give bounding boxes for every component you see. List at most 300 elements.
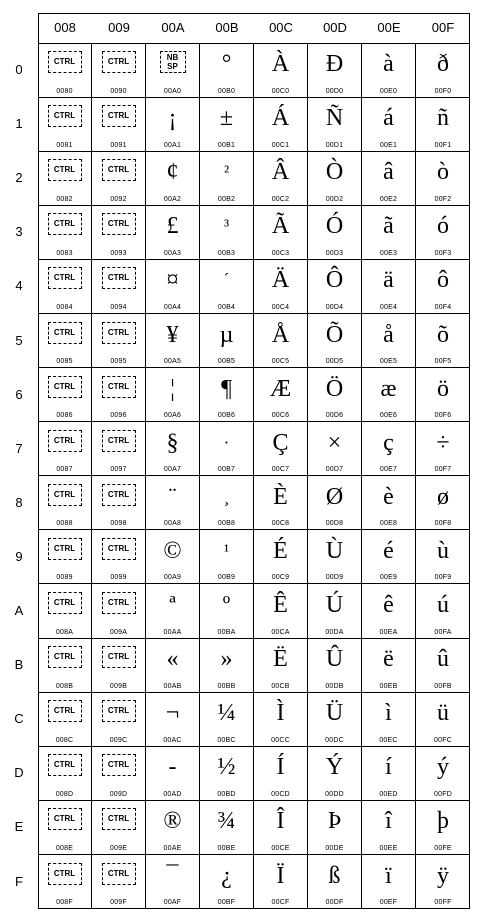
character-glyph: ý [437, 754, 449, 781]
code-point-label: 00F4 [434, 303, 452, 311]
code-point-label: 00EA [379, 628, 398, 636]
character-glyph: â [383, 159, 394, 186]
code-point-label: 00CA [271, 628, 290, 636]
character-glyph: ® [163, 808, 182, 835]
code-point-label: 00F3 [434, 249, 452, 257]
column-header: 00A [161, 20, 185, 35]
character-glyph: ê [383, 592, 394, 618]
code-point-cell [146, 97, 200, 152]
code-point-label: 008C [55, 736, 74, 744]
code-point-label: 0094 [110, 303, 127, 311]
character-glyph: Á [271, 105, 290, 132]
code-point-cell [92, 422, 146, 477]
character-glyph: « [166, 646, 179, 673]
column-header: 00E [377, 20, 401, 35]
code-point-cell [38, 476, 92, 531]
code-point-label: 00AB [163, 682, 182, 690]
code-point-label: 00B3 [217, 249, 236, 257]
code-point-label: 00ED [379, 790, 398, 798]
code-point-label: 008A [55, 628, 74, 636]
row-header: 4 [15, 278, 23, 294]
character-glyph: · [223, 432, 230, 452]
code-point-cell [146, 800, 200, 855]
code-point-cell [146, 692, 200, 747]
row-header: 0 [15, 62, 23, 78]
code-point-cell [362, 584, 416, 639]
code-point-cell [200, 205, 254, 260]
character-glyph: Ã [271, 213, 290, 240]
code-point-cell [308, 746, 362, 801]
character-glyph: ð [437, 51, 449, 77]
character-glyph: Û [325, 646, 344, 673]
code-point-cell [200, 800, 254, 855]
code-point-cell [38, 43, 92, 98]
code-point-label: 00D6 [325, 412, 344, 420]
code-point-cell [416, 259, 470, 314]
character-glyph: Ç [272, 429, 289, 456]
code-point-cell [362, 692, 416, 747]
code-point-cell [200, 314, 254, 369]
code-point-label: 00AD [163, 790, 182, 798]
code-point-label: 00E0 [379, 87, 398, 95]
code-point-cell [308, 530, 362, 585]
character-glyph: ø [437, 483, 449, 510]
code-point-cell [146, 259, 200, 314]
ctrl-glyph-box: CTRL [48, 592, 82, 614]
ctrl-glyph-box: CTRL [102, 592, 136, 614]
code-point-cell [416, 584, 470, 639]
code-point-label: 009C [109, 736, 128, 744]
character-glyph: Í [276, 754, 285, 781]
code-point-cell [38, 584, 92, 639]
ctrl-glyph-box: CTRL [48, 51, 82, 73]
character-glyph: Ö [325, 375, 344, 402]
ctrl-glyph-box: CTRL [48, 808, 82, 830]
code-point-label: 00D5 [325, 358, 344, 366]
row-header: 2 [15, 170, 23, 186]
code-point-cell [254, 476, 308, 531]
ctrl-glyph-box: CTRL [48, 267, 82, 289]
code-point-label: 00C7 [271, 466, 290, 474]
code-point-label: 0088 [56, 520, 73, 528]
code-point-cell [38, 368, 92, 423]
ctrl-glyph-box: CTRL [48, 700, 82, 722]
character-glyph: ½ [217, 754, 236, 781]
code-point-cell [146, 476, 200, 531]
code-point-cell [146, 584, 200, 639]
character-glyph: Ê [273, 592, 288, 618]
code-point-cell [308, 800, 362, 855]
code-point-cell [200, 746, 254, 801]
code-point-label: 0097 [110, 466, 127, 474]
ctrl-glyph-box: CTRL [102, 376, 136, 398]
code-point-label: 00B7 [217, 466, 236, 474]
code-point-cell [92, 314, 146, 369]
ctrl-glyph-box: CTRL [48, 430, 82, 452]
code-point-label: 0098 [110, 520, 127, 528]
character-glyph: Ë [273, 646, 288, 673]
code-point-cell [200, 368, 254, 423]
character-glyph: ÿ [437, 862, 449, 889]
code-point-label: 00D4 [325, 303, 344, 311]
code-point-label: 00FC [434, 736, 452, 744]
character-glyph: Ú [325, 592, 344, 618]
code-point-cell [362, 638, 416, 693]
code-point-cell [200, 151, 254, 206]
character-glyph: Ñ [325, 105, 344, 132]
code-point-label: 00C6 [271, 412, 290, 420]
code-point-cell [416, 692, 470, 747]
row-header: C [14, 711, 24, 727]
character-glyph: § [166, 429, 179, 456]
code-point-cell [416, 97, 470, 152]
code-point-label: 0089 [56, 574, 73, 582]
code-point-cell [308, 584, 362, 639]
code-point-label: 00E6 [379, 412, 398, 420]
character-glyph: ° [221, 51, 232, 77]
code-point-cell [38, 800, 92, 855]
code-point-cell [38, 97, 92, 152]
code-point-label: 00F6 [434, 412, 452, 420]
character-glyph: ó [437, 213, 449, 240]
code-point-label: 00C4 [271, 303, 290, 311]
code-point-cell [38, 692, 92, 747]
code-point-cell [416, 422, 470, 477]
code-point-label: 0096 [110, 412, 127, 420]
character-glyph: î [385, 808, 392, 835]
character-glyph: ß [328, 862, 341, 889]
code-point-label: 00E5 [379, 358, 398, 366]
code-point-label: 00EF [379, 899, 398, 907]
character-glyph: » [220, 646, 233, 673]
character-glyph: Î [276, 808, 285, 835]
code-point-cell [38, 530, 92, 585]
code-point-cell [362, 205, 416, 260]
code-point-label: 0087 [56, 466, 73, 474]
code-point-cell [308, 43, 362, 98]
code-point-cell [254, 530, 308, 585]
code-point-cell [254, 314, 308, 369]
character-glyph: Þ [327, 808, 342, 835]
character-glyph: ¦ [170, 375, 175, 402]
code-point-label: 00F9 [434, 574, 452, 582]
code-point-cell [308, 151, 362, 206]
ctrl-glyph-box: CTRL [102, 808, 136, 830]
row-header: 6 [15, 386, 23, 402]
code-point-cell [416, 638, 470, 693]
code-point-cell [308, 638, 362, 693]
code-point-label: 0080 [56, 87, 73, 95]
code-point-label: 00A8 [163, 520, 182, 528]
code-point-cell [38, 855, 92, 910]
code-point-cell [146, 746, 200, 801]
code-point-cell [38, 205, 92, 260]
code-point-label: 0091 [110, 141, 127, 149]
code-point-label: 0092 [110, 195, 127, 203]
code-point-cell [38, 746, 92, 801]
code-point-label: 00B2 [217, 195, 236, 203]
code-point-label: 00E4 [379, 303, 398, 311]
code-point-cell [200, 259, 254, 314]
ctrl-glyph-box: CTRL [102, 863, 136, 885]
character-glyph: ¢ [166, 159, 179, 186]
code-point-label: 00DE [325, 844, 344, 852]
code-point-label: 009E [109, 844, 128, 852]
code-point-cell [200, 476, 254, 531]
code-point-cell [92, 97, 146, 152]
code-point-label: 008F [56, 899, 73, 907]
code-point-cell [308, 368, 362, 423]
ctrl-glyph-box: CTRL [102, 430, 136, 452]
character-glyph: ¾ [217, 808, 236, 835]
code-point-cell [200, 43, 254, 98]
column-header: 00D [323, 20, 347, 35]
code-point-cell [416, 530, 470, 585]
ctrl-glyph-box: CTRL [102, 754, 136, 776]
code-point-cell [254, 151, 308, 206]
column-header: 00F [431, 20, 455, 35]
code-point-label: 00AC [163, 736, 182, 744]
code-point-label: 0099 [110, 574, 127, 582]
character-glyph: ë [383, 646, 394, 673]
character-glyph: - [168, 754, 177, 781]
code-point-cell [146, 638, 200, 693]
code-point-label: 00A4 [163, 303, 182, 311]
row-header: A [14, 603, 24, 619]
code-point-label: 00C3 [271, 249, 290, 257]
code-point-label: 00A6 [163, 412, 182, 420]
character-glyph: ö [437, 375, 449, 402]
character-glyph: ª [169, 592, 176, 618]
code-point-label: 00C0 [271, 87, 290, 95]
character-glyph: ì [385, 700, 392, 727]
code-point-label: 00B1 [217, 141, 236, 149]
character-glyph: é [383, 537, 394, 564]
row-header: 5 [15, 332, 23, 348]
character-glyph: ² [223, 162, 230, 182]
row-header: 8 [15, 494, 23, 510]
nbsp-label-line2: SP [167, 62, 178, 71]
code-point-cell [200, 638, 254, 693]
code-point-cell [362, 43, 416, 98]
code-point-label: 00E1 [379, 141, 398, 149]
character-glyph: Ò [325, 159, 344, 186]
character-glyph: ÷ [436, 429, 450, 456]
code-point-cell [362, 259, 416, 314]
code-point-label: 00C1 [271, 141, 290, 149]
ctrl-glyph-box: CTRL [48, 322, 82, 344]
code-point-label: 00D0 [325, 87, 344, 95]
row-header: 3 [15, 224, 23, 240]
character-glyph: ù [437, 537, 449, 564]
character-glyph: ± [219, 105, 234, 132]
code-point-cell [92, 800, 146, 855]
code-point-cell [416, 43, 470, 98]
ctrl-glyph-box: CTRL [102, 159, 136, 181]
code-point-label: 009B [109, 682, 128, 690]
code-point-cell [416, 476, 470, 531]
ctrl-glyph-box: CTRL [48, 213, 82, 235]
character-glyph: ¶ [221, 375, 232, 402]
row-header: 7 [15, 440, 23, 456]
code-point-label: 008E [55, 844, 74, 852]
code-point-cell [308, 422, 362, 477]
character-glyph: È [273, 483, 288, 510]
code-point-cell [92, 151, 146, 206]
character-glyph: ô [437, 267, 449, 294]
code-point-cell [362, 368, 416, 423]
code-point-label: 00E8 [379, 520, 398, 528]
character-glyph: Ì [276, 700, 285, 727]
code-point-cell [254, 638, 308, 693]
code-point-cell [362, 97, 416, 152]
code-point-label: 008D [55, 790, 74, 798]
code-point-label: 00C9 [271, 574, 290, 582]
code-point-cell [308, 97, 362, 152]
code-point-label: 00A9 [163, 574, 182, 582]
code-point-label: 00DA [325, 628, 344, 636]
character-glyph: Â [271, 159, 290, 186]
character-glyph: Ä [271, 267, 290, 294]
code-point-label: 00FE [434, 844, 452, 852]
code-point-cell [308, 855, 362, 910]
code-point-cell [200, 692, 254, 747]
code-point-label: 00D8 [325, 520, 344, 528]
code-point-label: 00B0 [217, 87, 236, 95]
ctrl-glyph-box: CTRL [48, 159, 82, 181]
character-glyph: Ù [325, 537, 344, 564]
code-point-label: 00BA [217, 628, 236, 636]
character-glyph: Ô [325, 267, 344, 294]
code-point-label: 00B9 [217, 574, 236, 582]
code-point-label: 009F [110, 899, 127, 907]
character-glyph: å [383, 321, 394, 348]
character-glyph: ¿ [221, 862, 232, 889]
code-point-cell [38, 314, 92, 369]
code-point-cell [146, 530, 200, 585]
code-point-label: 00E3 [379, 249, 398, 257]
character-glyph: ¤ [166, 267, 179, 294]
code-point-cell [254, 800, 308, 855]
code-point-label: 00C8 [271, 520, 290, 528]
code-point-label: 0095 [110, 358, 127, 366]
character-glyph: ñ [437, 105, 449, 132]
character-glyph: Æ [269, 375, 292, 402]
code-point-cell [362, 855, 416, 910]
character-glyph: ¸ [223, 486, 230, 506]
character-glyph: ¼ [217, 700, 236, 727]
ctrl-glyph-box: CTRL [102, 484, 136, 506]
character-glyph: ¥ [166, 321, 179, 348]
code-point-cell [92, 584, 146, 639]
code-point-label: 00CE [271, 844, 290, 852]
code-point-cell [362, 530, 416, 585]
code-point-label: 00E7 [379, 466, 398, 474]
code-point-cell [308, 314, 362, 369]
code-point-cell [92, 259, 146, 314]
code-point-cell [92, 746, 146, 801]
code-point-label: 00B6 [217, 412, 236, 420]
code-point-label: 00D3 [325, 249, 344, 257]
code-point-label: 0090 [110, 87, 127, 95]
column-header: 008 [54, 20, 76, 35]
code-point-cell [200, 855, 254, 910]
character-glyph: Ø [325, 483, 344, 510]
character-glyph: © [163, 537, 182, 564]
ctrl-glyph-box: CTRL [48, 105, 82, 127]
character-glyph: º [222, 592, 231, 618]
code-point-label: 00A1 [163, 141, 182, 149]
code-point-cell [416, 205, 470, 260]
code-point-label: 00AE [163, 844, 182, 852]
code-point-label: 00D1 [325, 141, 344, 149]
code-point-cell [38, 259, 92, 314]
character-glyph: õ [437, 321, 449, 348]
code-point-label: 00A0 [163, 87, 182, 95]
character-glyph: ¯ [166, 862, 179, 889]
character-glyph: ã [383, 213, 394, 240]
code-point-label: 00A7 [163, 466, 182, 474]
code-point-cell [200, 422, 254, 477]
code-point-cell [254, 855, 308, 910]
code-point-cell [254, 43, 308, 98]
column-header: 009 [108, 20, 130, 35]
character-glyph: À [271, 51, 290, 77]
code-point-label: 00D7 [325, 466, 344, 474]
code-point-cell [362, 151, 416, 206]
code-point-cell [38, 422, 92, 477]
code-point-cell [254, 584, 308, 639]
code-point-cell [146, 422, 200, 477]
nbsp-glyph-box [160, 51, 186, 73]
code-point-label: 00BF [217, 899, 236, 907]
code-point-cell [146, 368, 200, 423]
ctrl-glyph-box: CTRL [102, 646, 136, 668]
code-point-cell [416, 746, 470, 801]
character-glyph: Đ [325, 51, 344, 77]
code-point-label: 00EE [379, 844, 398, 852]
character-glyph: ï [385, 862, 392, 889]
code-point-cell [254, 97, 308, 152]
code-point-label: 00BD [217, 790, 236, 798]
character-glyph: ü [437, 700, 449, 727]
character-glyph: è [383, 483, 394, 510]
code-point-label: 00FB [434, 682, 452, 690]
ctrl-glyph-box: CTRL [48, 863, 82, 885]
code-point-label: 00DB [325, 682, 344, 690]
ctrl-glyph-box: CTRL [48, 484, 82, 506]
code-point-cell [362, 800, 416, 855]
code-point-cell [254, 422, 308, 477]
code-point-label: 00A2 [163, 195, 182, 203]
code-point-cell [254, 368, 308, 423]
code-point-label: 00EC [379, 736, 398, 744]
character-glyph: Õ [325, 321, 344, 348]
code-point-label: 00F7 [434, 466, 452, 474]
character-glyph: × [327, 429, 342, 456]
character-glyph: ¨ [168, 483, 177, 510]
code-point-label: 009D [109, 790, 128, 798]
row-header: 9 [15, 548, 23, 564]
code-point-cell [362, 746, 416, 801]
code-point-cell [416, 151, 470, 206]
ctrl-glyph-box: CTRL [102, 213, 136, 235]
code-point-label: 00A5 [163, 358, 182, 366]
character-glyph: ò [437, 159, 449, 186]
code-point-cell [92, 638, 146, 693]
code-point-cell [146, 151, 200, 206]
character-glyph: á [383, 105, 394, 132]
